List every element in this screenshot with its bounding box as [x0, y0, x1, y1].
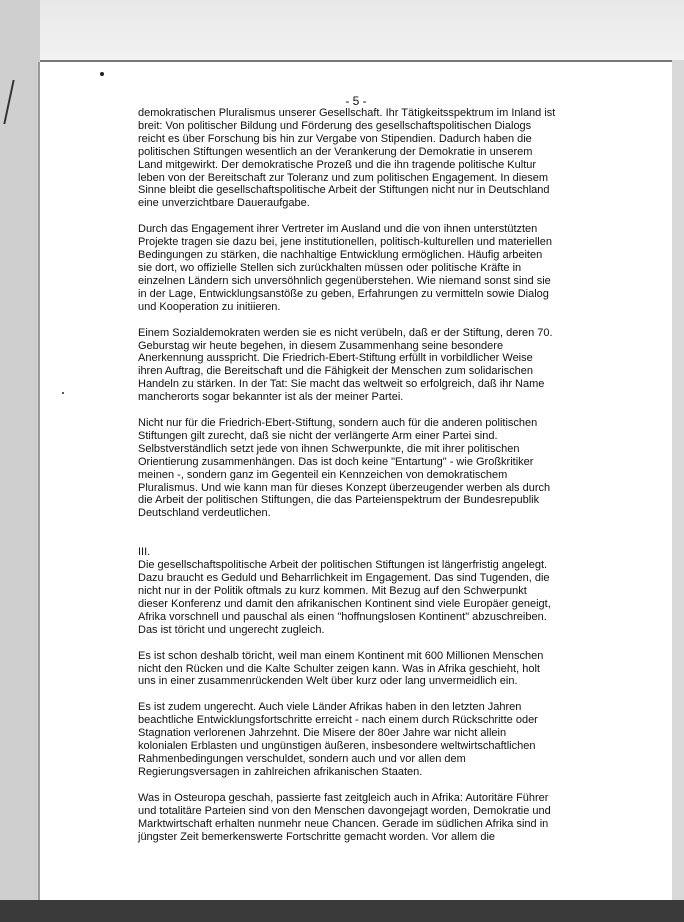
page-number: - 5 -: [345, 94, 367, 108]
paragraph: Was in Osteuropa geschah, passierte fast zeitgleich auch in Afrika: Autoritäre Führer und totalitäre Parteien sind von den Menschen davongejagt worden, Demokratie und Marktwirtschaft erhalten nunmehr neue Chancen. Gerade im südlichen Afrika sind in jüngster Zeit bemerkenswerte Fortschritte gemacht worden. Vor allem die: [138, 791, 551, 843]
scan-background-left: [0, 0, 40, 922]
scan-speck: [100, 72, 104, 76]
section-number: III.: [138, 546, 151, 559]
document-page: [40, 62, 672, 900]
paragraph: Es ist zudem ungerecht. Auch viele Länder Afrikas haben in den letzten Jahren beachtliche Entwicklungsfortschritte erreicht - nach einem durch Rückschritte oder Stagnation verlorenen Jahrzehnt. Die Misere der 80er Jahre war nicht allein kolonialen Erblasten und ungünstigen äußeren, insbesondere weltwirtschaftlichen Rahmenbedingungen verschuldet, sondern auch und vor allen dem Regierungsversagen in zahlreichen afrikanischen Staaten.: [138, 701, 538, 778]
paragraph: Nicht nur für die Friedrich-Ebert-Stiftung, sondern auch für die anderen politischen Stiftungen gilt zurecht, daß sie nicht der verlängerte Arm einer Partei sind. Selbstverständlich setzt jede von ihnen Schwerpunkte, die mit ihrer politischen Orientierung zusammenhängen. Das ist doch keine "Entartung" - wie Großkritiker meinen -, sondern ganz im Gegenteil ein Kennzeichen von demokratischem Pluralismus. Und wie kann man für dieses Konzept überzeugender werben als durch die Arbeit der politischen Stiftungen, die das Parteienspektrum der Bundesrepublik Deutschland verdeutlichen.: [138, 417, 551, 520]
document-body: [138, 107, 658, 856]
paragraph: Es ist schon deshalb töricht, weil man einem Kontinent mit 600 Millionen Menschen nicht den Rücken und die Kalte Schulter zeigen kann. Was in Afrika geschieht, holt uns in einer zusammenrückenden Welt über kurz oder lang unvermeidlich ein.: [138, 649, 544, 688]
scan-speck: [62, 392, 64, 394]
scan-background-top: [0, 0, 684, 60]
scan-background-bottom: [0, 900, 684, 922]
scan-margin-mark: [3, 80, 28, 124]
paragraph: Die gesellschaftspolitische Arbeit der politischen Stiftungen ist längerfristig angelegt. Dazu braucht es Geduld und Beharrlichkeit im Engagement. Das sind Tugenden, die nicht nur in der Politik oftmals zu kurz kommen. Mit Bezug auf den Schwerpunkt dieser Konferenz und damit den afrikanischen Kontinent sind viele Europäer geneigt, Afrika vorschnell und pauschal als einen "hoffnungslosen Kontinent" abzuschreiben. Das ist töricht und ungerecht zugleich.: [138, 559, 551, 636]
paragraph: Einem Sozialdemokraten werden sie es nicht verübeln, daß er der Stiftung, deren 70. Geburstag wir heute begehen, in diesem Zusammenhang seine besondere Anerkennung ausspricht. Die Friedrich-Ebert-Stiftung erfüllt in vorbildlicher Weise ihren Auftrag, die Bereitschaft und die Fähigkeit der Menschen zum solidarischen Handeln zu stärken. In der Tat: Sie macht das weltweit so erfolgreich, daß ihr Name mancherorts sogar bekannter ist als der meiner Partei.: [138, 326, 553, 404]
paragraph: demokratischen Pluralismus unserer Gesellschaft. Ihr Tätigkeitsspektrum im Inland ist breit: Von politischer Bildung und Förderung des gesellschaftspolitischen Dialogs reicht es über Forschung bis hin zur Vergabe von Stipendien. Dadurch haben die politischen Stiftungen wesentlich an der Verankerung der Demokratie in unserem Land mitgewirkt. Der demokratische Prozeß und die ihn tragende politische Kultur leben von der Bereitschaft zur Toleranz und zum politischen Engagement. In diesem Sinne bleibt die gesellschaftspolitische Arbeit der Stiftungen nicht nur in Deutschland eine unverzichtbare Daueraufgabe.: [138, 107, 556, 210]
paragraph: Durch das Engagement ihrer Vertreter im Ausland und die von ihnen unterstützten Projekte tragen sie dazu bei, jene institutionellen, politisch-kulturellen und materiellen Bedingungen zu stärken, die nachhaltige Entwicklung ermöglichen. Häufig arbeiten sie dort, wo offizielle Stellen sich zurückhalten müssen oder politische Kräfte in einzelnen Ländern sich unversöhnlich gegenüberstehen. Wie niemand sonst sind sie in der Lage, Entwicklungsanstöße zu geben, Erfahrungen zu vermitteln sowie Dialog und Kooperation zu initiieren.: [138, 223, 552, 313]
